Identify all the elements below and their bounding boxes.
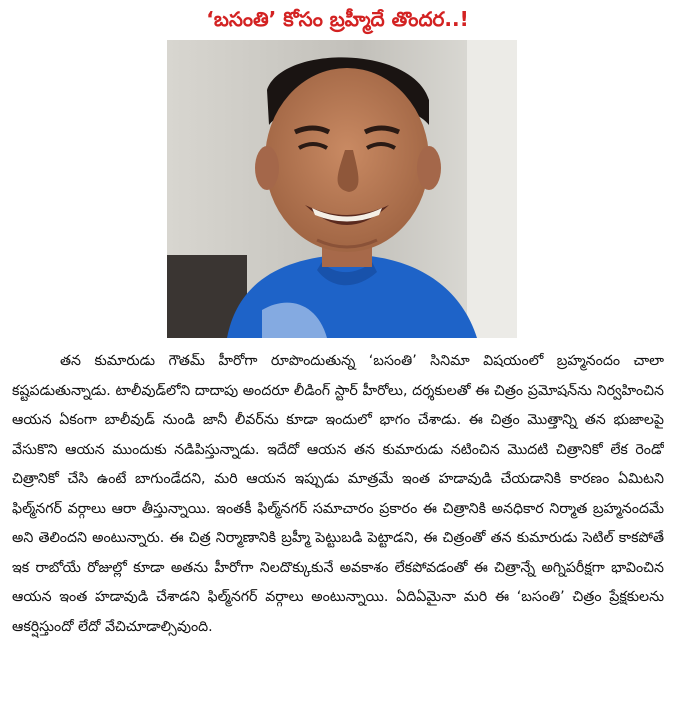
portrait-illustration (167, 40, 517, 338)
article-photo (167, 40, 517, 338)
article-headline: ‘బసంతి’ కోసం బ్రహ్మీదే తొందర..! (206, 7, 469, 31)
article-body: తన కుమారుడు గౌతమ్ హీరోగా రూపొందుతున్న ‘బసంతి’ సినిమా విషయంలో బ్రహ్మనందం చాలా కష్టపడుతున్నాడు. టాలీవుడ్‌లోని దాదాపు అందరూ లీడింగ్ స్టార్ హీరోలు, దర్శకులతో ఈ చిత్రం ప్రమోషన్‌ను నిర్వహించిన ఆయన ఏకంగా బాలీవుడ్ నుండి జానీ లీవర్‌ను కూడా ఇందులో భాగం చేశాడు. ఈ చిత్రం మొత్తాన్ని తన భుజాలపై వేసుకొని ఆయన ముందుకు నడిపిస్తున్నాడు. ఇదేదో ఆయన తన కుమారుడు నటించిన మొదటి చిత్రానికో లేక రెండో చిత్రానికో చేసి ఉంటే బాగుండేదని, మరి ఆయన ఇప్పుడు మాత్రమే ఇంత హడావుడి చేయడానికి కారణం ఏమిటని ఫిల్మ్‌నగర్ వర్గాలు ఆరా తీస్తున్నాయి. ఇంతకీ ఫిల్మ్‌నగర్ సమాచారం ప్రకారం ఈ చిత్రానికి అనధికార నిర్మాత బ్రహ్మనందమే అని తెలిందని అంటున్నారు. ఈ చిత్ర నిర్మాణానికి బ్రహ్మీ పెట్టుబడి పెట్టాడని, ఈ చిత్రంతో తన కుమారుడు సెటిల్ కాకపోతే ఇక రాబోయే రోజుల్లో కూడా అతను హీరోగా నిలదొక్కుకునే అవకాశం లేకపోవడంతో ఈ చిత్రాన్నే అగ్నిపరీక్షగా భావించిన ఆయన ఇంత హడావుడి చేశాడని ఫిల్మ్‌నగర్ వర్గాలు అంటున్నాయి. ఏదిఏమైనా మరి ఈ ‘బసంతి’ చిత్రం ప్రేక్షకులను ఆకర్షిస్తుందో లేదో వేచిచూడాల్సివుంది. (12, 353, 664, 635)
